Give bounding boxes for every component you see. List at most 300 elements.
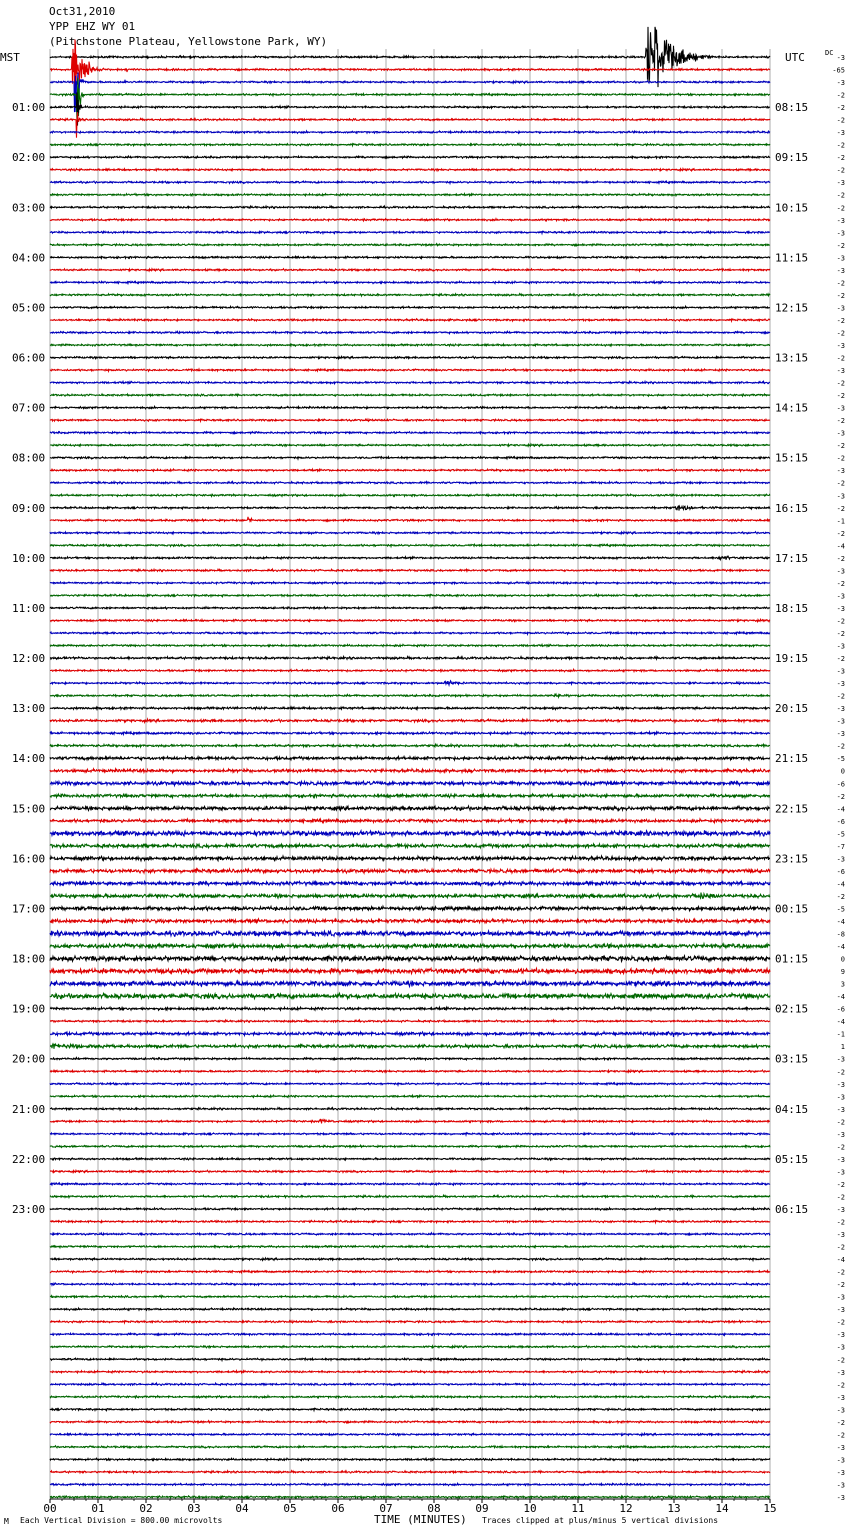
trace-line [50,419,770,421]
dc-offset-label: -3 [836,1105,845,1114]
dc-offset-label: -3 [836,429,845,438]
trace-line [50,219,770,221]
trace-line [50,694,770,697]
trace-line [50,1145,770,1147]
dc-offset-label: -3 [836,1055,845,1064]
dc-offset-label: -2 [836,1268,845,1277]
dc-offset-label: -3 [836,705,845,714]
dc-offset-label: -3 [836,592,845,601]
dc-offset-label: -3 [836,680,845,689]
right-hour-label: 11:15 [775,251,809,265]
right-hour-label: 21:15 [775,752,809,766]
x-tick-label: 11 [571,1502,585,1515]
dc-offset-label: -2 [836,1431,845,1440]
left-hour-label: 06:00 [12,351,46,365]
trace-line [50,968,770,974]
trace-line [50,707,770,709]
trace-line [50,469,770,471]
dc-offset-label: -2 [836,241,845,250]
trace-line [50,1258,770,1260]
dc-offset-label: -4 [836,542,845,551]
right-hour-label: 04:15 [775,1102,809,1116]
dc-offset-label: -2 [836,1068,845,1077]
trace-line [50,407,770,409]
dc-offset-label: 1 [840,1043,845,1052]
trace-line [50,869,770,873]
dc-offset-label: -2 [836,1118,845,1127]
trace-line [50,1433,770,1435]
trace-line [50,607,770,609]
dc-offset-label: -3 [836,642,845,651]
dc-offset-label: -2 [836,692,845,701]
dc-offset-label: -2 [836,1218,845,1227]
dc-offset-label: -2 [836,91,845,100]
trace-line [50,819,770,823]
trace-line [50,1170,770,1172]
trace-line [50,40,770,97]
left-hour-label: 13:00 [12,702,46,716]
dc-offset-label: -3 [836,1443,845,1452]
trace-line [50,756,770,760]
dc-offset-label: 0 [840,955,845,964]
trace-line [50,1483,770,1485]
dc-offset-label: -3 [836,79,845,88]
trace-line [50,169,770,171]
trace-line [50,1119,770,1123]
dc-offset-label: -2 [836,1418,845,1427]
dc-offset-label: -2 [836,1193,845,1202]
dc-offset-label: -2 [836,329,845,338]
dc-offset-label: 3 [840,980,845,989]
trace-line [50,769,770,773]
dc-offset-label: -3 [836,266,845,275]
trace-line [50,532,770,534]
dc-offset-label: -3 [836,54,845,62]
trace-line [50,356,770,358]
date-title: Oct31,2010 [49,5,116,18]
trace-line [50,1383,770,1385]
trace-line [50,1095,770,1097]
trace-line [50,943,770,948]
right-hour-label: 03:15 [775,1052,809,1066]
trace-line [50,506,770,511]
dc-offset-label: -2 [836,1381,845,1390]
trace-line [50,444,770,446]
dc-offset-label: -2 [836,204,845,213]
trace-line [50,482,770,484]
right-hour-label: 05:15 [775,1152,809,1166]
dc-offset-label: 0 [840,767,845,776]
dc-offset-label: -8 [836,930,845,939]
dc-offset-label: -2 [836,1143,845,1152]
dc-offset-label: -5 [836,830,845,839]
trace-line [50,781,770,785]
right-hour-label: 22:15 [775,802,809,816]
trace-line [50,231,770,233]
trace-line [50,1108,770,1110]
trace-line [50,1133,770,1135]
trace-line [50,78,770,125]
trace-line [50,294,770,296]
trace-line [50,881,770,885]
dc-offset-label: -3 [836,254,845,263]
trace-line [50,1233,770,1235]
trace-line [50,1271,770,1273]
right-hour-labels [775,101,808,1216]
dc-offset-label: -3 [836,216,845,225]
dc-offset-label: -4 [836,880,845,889]
left-hour-label: 09:00 [12,501,46,515]
right-hour-label: 14:15 [775,401,809,415]
trace-line [50,893,770,899]
left-hour-label: 19:00 [12,1002,46,1016]
dc-offset-label: -2 [836,454,845,463]
left-hour-label: 23:00 [12,1203,46,1216]
dc-offset-label: -2 [836,554,845,563]
dc-offset-label: -2 [836,279,845,288]
trace-line [50,794,770,797]
trace-line [50,281,770,283]
trace-line [50,1358,770,1360]
trace-line [50,394,770,396]
x-tick-label: 15 [763,1502,777,1515]
dc-offset-label: -3 [836,1343,845,1352]
dc-offset-label: -2 [836,504,845,513]
dc-offset-label: -5 [836,755,845,764]
right-hour-label: 12:15 [775,301,809,315]
dc-offset-labels [832,54,845,1502]
right-hour-label: 06:15 [775,1203,809,1216]
left-hour-label: 20:00 [12,1052,46,1066]
trace-line [50,1408,770,1410]
trace-line [50,1446,770,1448]
dc-offset-label: -2 [836,1356,845,1365]
left-hour-label: 03:00 [12,201,46,215]
right-hour-label: 09:15 [775,151,809,165]
trace-line [50,1496,770,1498]
dc-offset-label: -4 [836,1256,845,1265]
right-hour-label: 13:15 [775,351,809,365]
trace-line [50,993,770,999]
dc-offset-label: -2 [836,579,845,588]
dc-offset-label: -2 [836,892,845,901]
trace-line [50,556,770,560]
dc-offset-label: -2 [836,316,845,325]
dc-offset-label: -6 [836,867,845,876]
dc-offset-label: -2 [836,116,845,125]
trace-line [50,144,770,146]
trace-line [50,457,770,459]
dc-offset-label: -6 [836,817,845,826]
dc-offset-label: -3 [836,1406,845,1415]
dc-offset-label: -3 [836,304,845,313]
left-timezone-label: MST [0,51,20,64]
right-hour-label: 19:15 [775,652,809,666]
left-hour-label: 10:00 [12,551,46,565]
right-hour-label: 01:15 [775,952,809,966]
x-tick-label: 09 [475,1502,489,1515]
right-hour-label: 15:15 [775,451,809,465]
dc-offset-label: -3 [836,367,845,376]
x-tick-label: 13 [667,1502,681,1515]
dc-offset-label: -2 [836,1243,845,1252]
trace-line [50,1044,770,1049]
dc-offset-label: -3 [836,1293,845,1302]
dc-offset-label: -2 [836,630,845,638]
trace-line [50,131,770,133]
trace-line [50,1220,770,1222]
dc-offset-label: -6 [836,780,845,789]
x-axis-label: TIME (MINUTES) [374,1513,467,1526]
x-tick-label: 03 [187,1502,201,1515]
trace-line [50,1458,770,1460]
x-tick-label: 07 [379,1502,393,1515]
trace-line [50,930,770,936]
dc-offset-label: -2 [836,617,845,626]
trace-line [50,1020,770,1022]
trace-line [50,681,770,685]
dc-offset-label: -6 [836,1005,845,1014]
trace-line [50,732,770,735]
trace-line [50,494,770,496]
trace-line [50,344,770,346]
trace-line [50,919,770,923]
dc-offset-label: -2 [836,417,845,426]
trace-line [50,632,770,634]
dc-offset-label: -3 [836,717,845,726]
left-hour-label: 16:00 [12,852,46,866]
trace-line [50,906,770,911]
dc-offset-label: -2 [836,1318,845,1327]
dc-offset-label: -4 [836,943,845,952]
left-hour-labels [12,101,45,1216]
dc-offset-label: -2 [836,1180,845,1189]
dc-offset-label: -1 [836,517,845,526]
dc-offset-label: -3 [836,667,845,676]
dc-offset-label: -2 [836,291,845,300]
trace-line [50,1032,770,1037]
dc-offset-label: 9 [840,968,845,977]
right-hour-label: 00:15 [775,902,809,916]
dc-offset-label: -2 [836,354,845,363]
vertical-division-note: Each Vertical Division = 800.00 microvolts [20,1516,223,1525]
right-hour-label: 08:15 [775,101,809,115]
right-hour-label: 02:15 [775,1002,809,1016]
dc-offset-label: -3 [836,855,845,864]
trace-line [50,244,770,246]
time-grid [50,49,770,1499]
dc-offset-label: -3 [836,1206,845,1214]
left-hour-label: 17:00 [12,902,46,916]
left-hour-label: 14:00 [12,752,46,766]
x-tick-label: 12 [619,1502,633,1515]
dc-offset-label: -2 [836,392,845,401]
left-hour-label: 07:00 [12,401,46,415]
dc-offset-label: -3 [836,1155,845,1164]
dc-offset-label: -2 [836,529,845,538]
right-timezone-label: UTC [785,51,805,64]
dc-offset-label: -3 [836,1494,845,1502]
dc-offset-label: -1 [836,1030,845,1039]
dc-offset-label: -2 [836,104,845,113]
trace-line [50,744,770,747]
trace-line [50,319,770,321]
trace-line [50,981,770,987]
trace-line [50,1346,770,1348]
seismic-traces [50,27,770,1498]
dc-offset-label: -2 [836,792,845,801]
left-hour-label: 11:00 [12,601,46,615]
dc-offset-label: -5 [836,905,845,914]
dc-offset-label: -2 [836,154,845,163]
trace-line [50,1421,770,1423]
trace-line [50,1158,770,1160]
dc-offset-label: -3 [836,1168,845,1177]
trace-line [50,1471,770,1473]
dc-offset-label: -2 [836,442,845,451]
right-hour-label: 10:15 [775,201,809,215]
trace-line [50,544,770,546]
left-hour-label: 08:00 [12,451,46,465]
x-tick-label: 10 [523,1502,537,1515]
dc-offset-label: -4 [836,805,845,814]
dc-offset-label: -2 [836,166,845,175]
trace-line [50,1007,770,1010]
trace-line [50,1070,770,1072]
dc-offset-label: -65 [832,66,845,75]
left-hour-label: 15:00 [12,802,46,816]
clip-note: Traces clipped at plus/minus 5 vertical divisions [482,1516,719,1525]
dc-offset-label: -2 [836,379,845,388]
trace-line [50,1396,770,1398]
x-tick-label: 04 [235,1502,249,1515]
left-hour-label: 21:00 [12,1102,46,1116]
trace-line [50,1296,770,1298]
x-tick-label: 14 [715,1502,729,1515]
trace-line [50,594,770,596]
dc-offset-label: -3 [836,229,845,238]
dc-offset-label: -3 [836,129,845,138]
trace-line [50,181,770,183]
right-hour-label: 16:15 [775,501,809,515]
trace-line [50,1308,770,1310]
corner-mark: M [4,1517,9,1526]
trace-line [50,306,770,308]
trace-line [50,657,770,660]
trace-line [50,256,770,258]
left-hour-label: 18:00 [12,952,46,966]
trace-line [50,956,770,962]
trace-line [50,206,770,208]
dc-offset-label: -3 [836,730,845,739]
dc-offset-label: -4 [836,993,845,1002]
left-hour-label: 01:00 [12,101,46,115]
dc-offset-label: -3 [836,1393,845,1402]
dc-offset-label: -3 [836,492,845,501]
right-hour-label: 18:15 [775,601,809,615]
x-tick-label: 08 [427,1502,441,1515]
dc-offset-label: -3 [836,1481,845,1490]
trace-line [50,1321,770,1323]
right-hour-label: 17:15 [775,551,809,565]
x-tick-label: 02 [139,1502,153,1515]
trace-line [50,1208,770,1210]
dc-offset-label: -3 [836,1130,845,1139]
dc-offset-label: -2 [836,479,845,488]
dc-offset-label: -3 [836,467,845,476]
trace-line [50,669,770,671]
trace-line [50,156,770,158]
trace-line [50,582,770,584]
location-title: (Pitchstone Plateau, Yellowstone Park, WY) [49,35,328,48]
dc-offset-label: -3 [836,1231,845,1240]
x-tick-label: 06 [331,1502,345,1515]
trace-line [50,619,770,621]
dc-offset-label: -2 [836,655,845,664]
left-hour-label: 04:00 [12,251,46,265]
dc-offset-label: -3 [836,1468,845,1477]
left-hour-label: 12:00 [12,652,46,666]
x-tick-label: 00 [43,1502,57,1515]
trace-line [50,1283,770,1285]
dc-offset-label: -2 [836,1281,845,1290]
trace-line [50,844,770,848]
left-hour-label: 05:00 [12,301,46,315]
dc-offset-label: -3 [836,179,845,188]
trace-line [50,1371,770,1373]
dc-offset-label: -3 [836,342,845,350]
dc-offset-label: -3 [836,567,845,576]
left-hour-label: 02:00 [12,151,46,165]
trace-line [50,1195,770,1197]
trace-line [50,369,770,371]
trace-line [50,1183,770,1185]
trace-line [50,569,770,571]
dc-offset-label: -7 [836,842,845,851]
dc-offset-label: -3 [836,1093,845,1102]
station-title: YPP EHZ WY 01 [49,20,136,33]
left-hour-label: 22:00 [12,1152,46,1166]
dc-offset-label: -3 [836,1331,845,1340]
trace-line [50,644,770,646]
trace-line [50,194,770,196]
dc-offset-label: -2 [836,141,845,150]
trace-line [50,517,770,522]
dc-offset-label: -2 [836,191,845,200]
trace-line [50,432,770,434]
trace-line [50,1333,770,1335]
trace-line [50,856,770,861]
dc-offset-label: -3 [836,1368,845,1377]
x-tick-label: 01 [91,1502,105,1515]
dc-offset-label: -3 [836,1456,845,1465]
dc-offset-label: -3 [836,1080,845,1089]
x-tick-label: 05 [283,1502,297,1515]
right-hour-label: 20:15 [775,702,809,716]
dc-offset-label: -3 [836,404,845,413]
trace-line [50,719,770,722]
trace-line [50,381,770,383]
trace-line [50,806,770,810]
trace-line [50,1083,770,1085]
right-hour-label: 23:15 [775,852,809,866]
dc-offset-label: -3 [836,604,845,613]
trace-line [50,1058,770,1060]
dc-label: DC [825,49,834,57]
trace-line [50,331,770,333]
dc-offset-label: -4 [836,918,845,926]
trace-line [50,1246,770,1248]
